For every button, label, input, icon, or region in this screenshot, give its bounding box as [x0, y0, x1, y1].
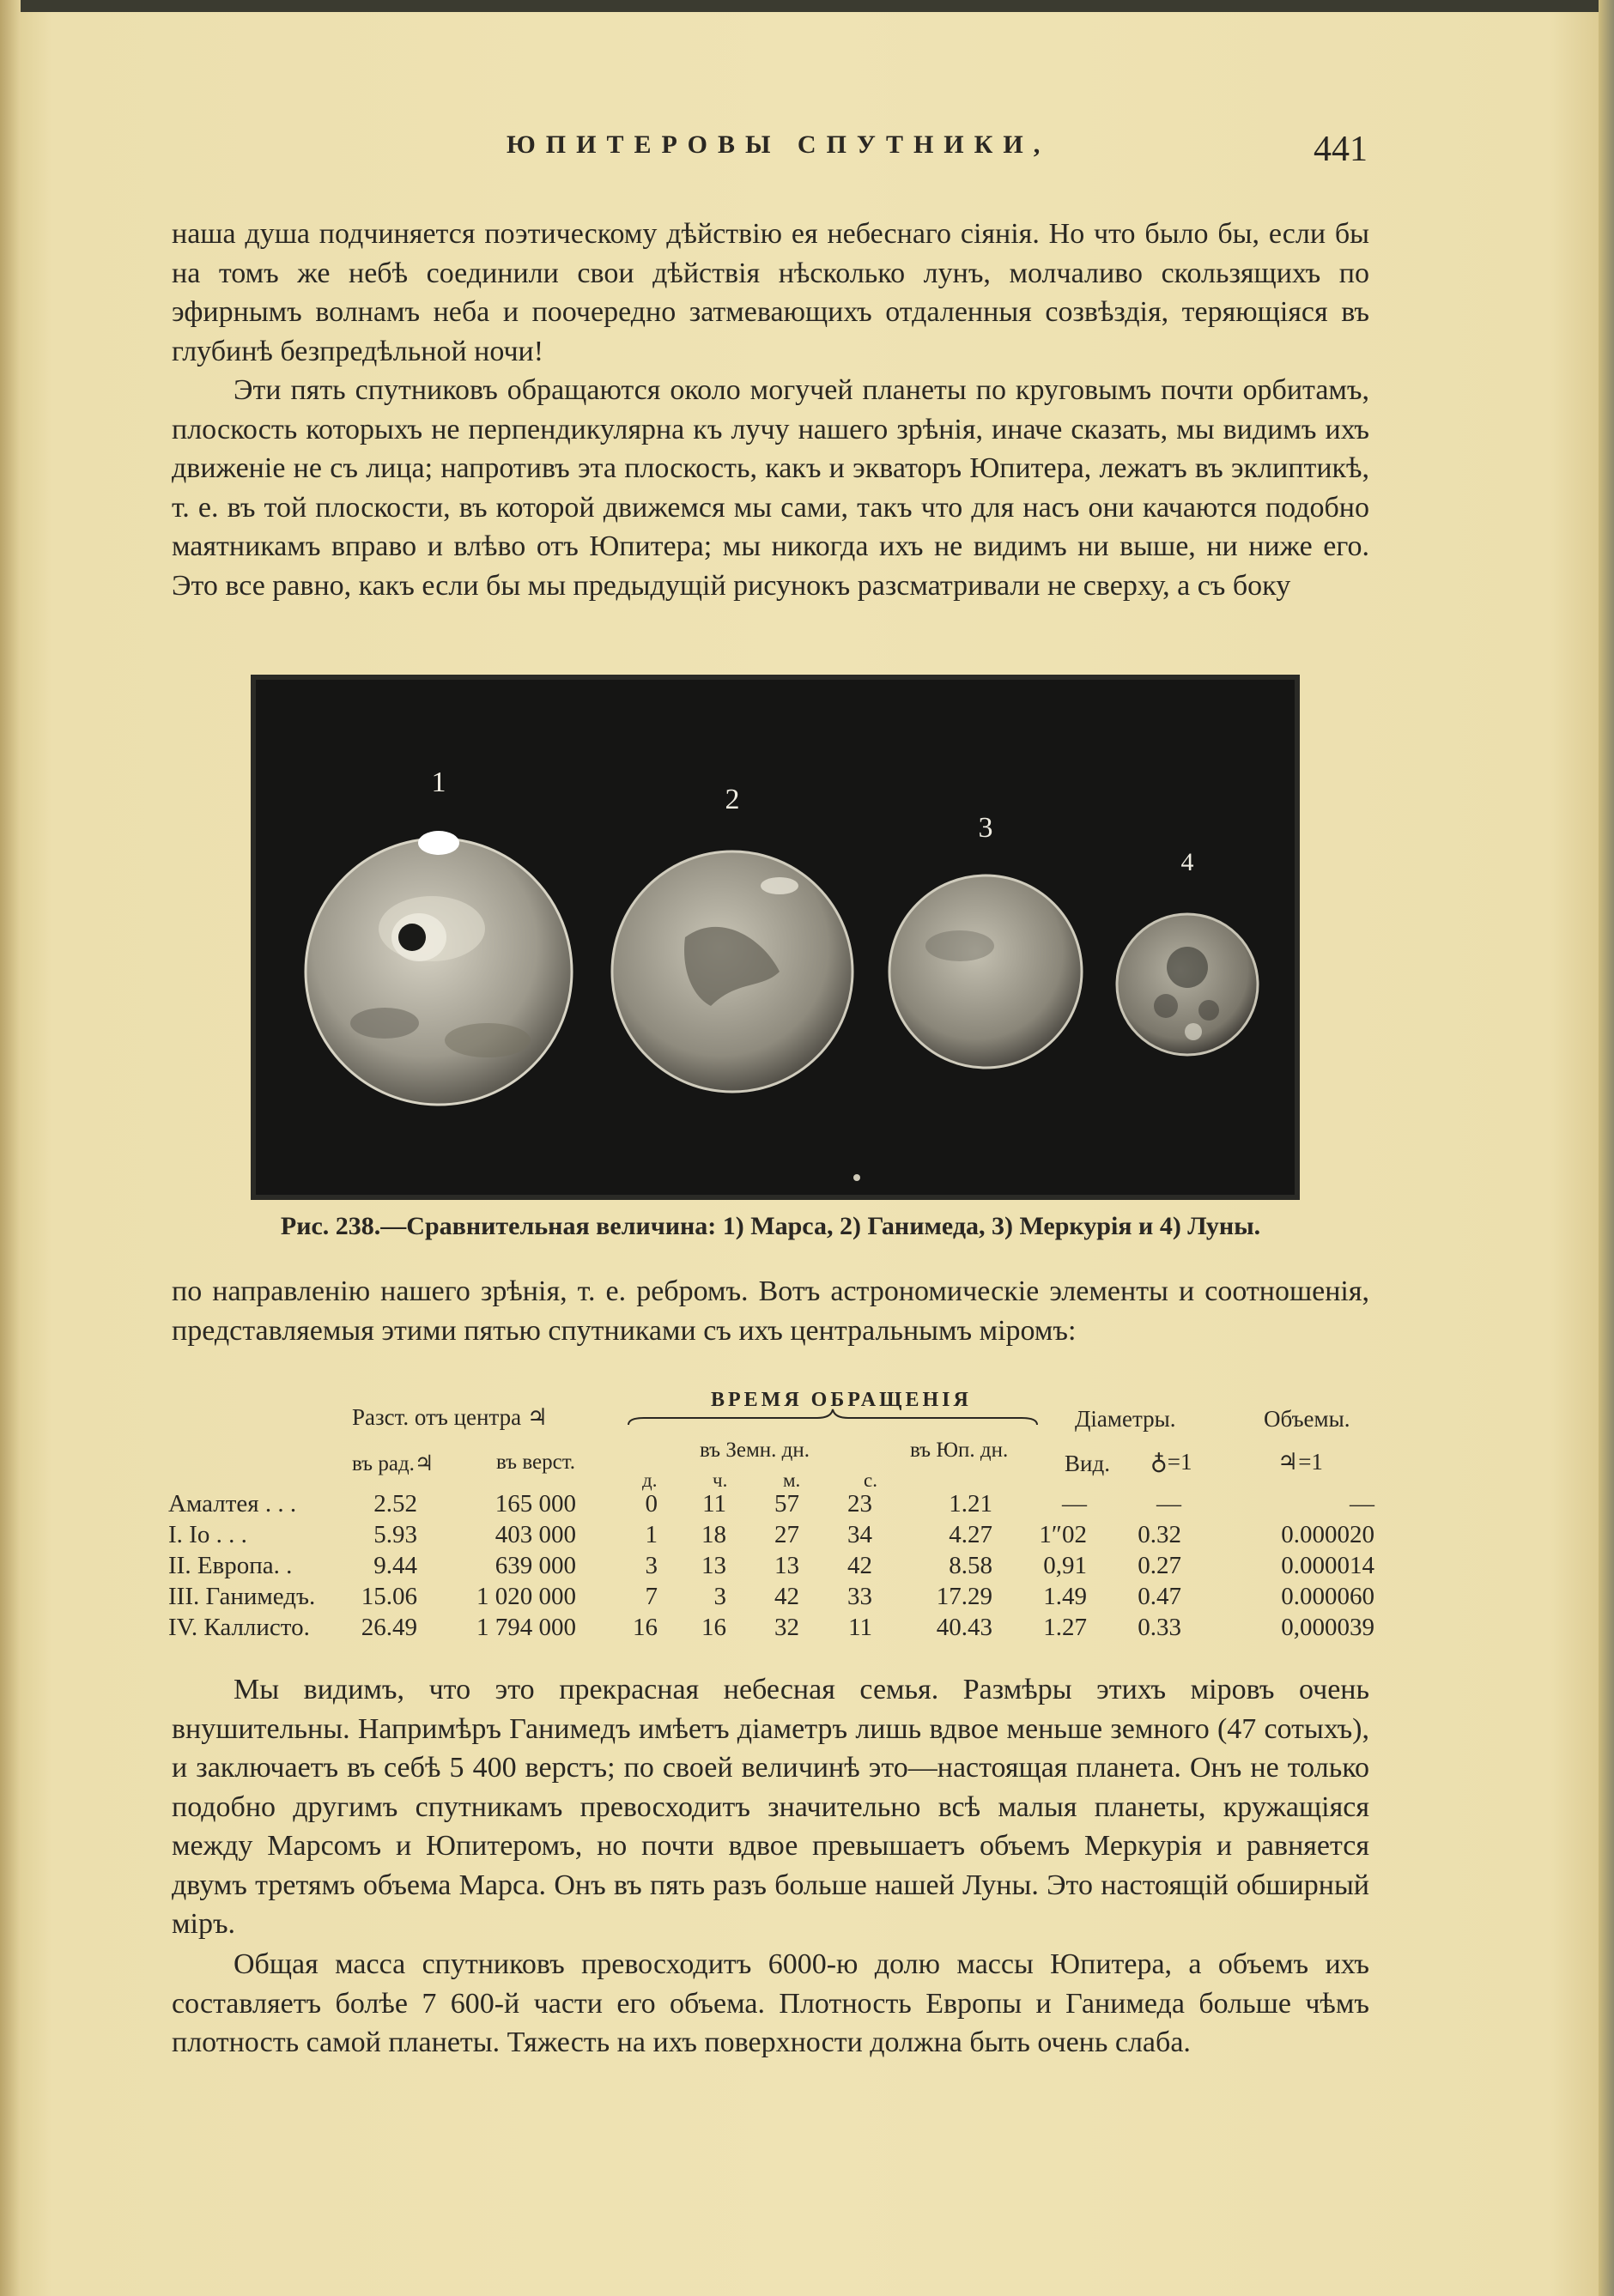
- table-cell-diam: 0.47: [1138, 1582, 1181, 1610]
- table-cell-s: 42: [847, 1551, 872, 1579]
- table-sub-versts: въ верст.: [496, 1451, 576, 1474]
- table-cell-name: IV. Каллисто.: [168, 1613, 310, 1641]
- table-cell-jd: 17.29: [936, 1582, 992, 1610]
- period-brace: [627, 1408, 1039, 1428]
- paragraph-5: Общая масса спутниковъ превосходитъ 6000-ю долю массы Юпитера, а объемъ ихъ составляетъ болѣе 7 600-й части его объема. Плотность Европы и Ганимеда больше чѣмъ плотность самой планеты. Тяжесть на ихъ поверхности должна быть очень слаба.: [172, 1948, 1369, 2058]
- unit-seconds: с.: [864, 1469, 877, 1491]
- paragraph-4: Мы видимъ, что это прекрасная небесная семья. Размѣры этихъ міровъ очень внушительны. Напримѣръ Ганимедъ имѣетъ діаметръ лишь вдвое меньше земного (47 сотыхъ), и заключаетъ въ себѣ 5 400 верстъ; по своей величинѣ это—настоящая планета. Онъ не только подобно другимъ спутникамъ превосходитъ значительно всѣ малыя планеты, кружащіяся между Марсомъ и Юпитеромъ, но почти вдвое превышаетъ объемъ Меркурія и равняется двумъ третямъ объема Марса. Онъ въ пять разъ больше нашей Луны. Это настоящій обширный міръ.: [172, 1674, 1369, 1940]
- figure-label-2: 2: [725, 784, 740, 815]
- table-cell-rad: 9.44: [373, 1551, 417, 1579]
- table-head-distance: Разст. отъ центра ♃: [352, 1404, 549, 1430]
- table-cell-verst: 403 000: [495, 1520, 576, 1548]
- table-cell-s: 23: [847, 1489, 872, 1518]
- table-cell-m: 57: [774, 1489, 799, 1518]
- table-cell-h: 18: [701, 1520, 726, 1548]
- table-cell-d: 3: [645, 1551, 658, 1579]
- table-cell-s: 11: [848, 1613, 872, 1641]
- table-cell-vol: 0.000014: [1281, 1551, 1374, 1579]
- table-row: [168, 1488, 1374, 1519]
- table-cell-d: 16: [633, 1613, 658, 1641]
- table-head-diameters: Діаметры.: [1075, 1406, 1176, 1432]
- paragraph-3: по направленію нашего зрѣнія, т. е. ребромъ. Вотъ астрономическіе элементы и соотношенія, представляемыя этими пятью спутниками съ ихъ центральнымъ міромъ:: [172, 1275, 1369, 1347]
- figure-caption: Рис. 238.—Сравнительная величина: 1) Марса, 2) Ганимеда, 3) Меркурія и 4) Луны.: [280, 1212, 1261, 1240]
- page-top-edge: [0, 0, 1614, 12]
- figure-label-1: 1: [431, 766, 446, 798]
- table-sub-earth-unit: ♁=1: [1150, 1449, 1192, 1475]
- page-number: 441: [1314, 130, 1368, 169]
- mars-disc: [306, 831, 572, 1105]
- table-cell-m: 32: [774, 1613, 799, 1641]
- table-cell-jd: 40.43: [936, 1613, 992, 1641]
- table-cell-verst: 1 794 000: [476, 1613, 576, 1641]
- table-cell-vol: 0.000060: [1281, 1582, 1374, 1610]
- mercury-disc: [889, 875, 1082, 1068]
- table-cell-name: I. Іо . . .: [168, 1520, 247, 1548]
- table-cell-m: 27: [774, 1520, 799, 1548]
- table-sub-earth-days: въ Земн. дн.: [700, 1439, 810, 1462]
- star-dot: [853, 1174, 860, 1181]
- figure-label-3: 3: [978, 812, 993, 844]
- page-left-edge: [0, 0, 21, 2296]
- figure-illustration: [256, 680, 1295, 1195]
- table-cell-diam: 0.32: [1138, 1520, 1181, 1548]
- table-sub-jupiter-days: въ Юп. дн.: [910, 1439, 1009, 1462]
- table-cell-name: III. Ганимедъ.: [168, 1582, 316, 1610]
- table-cell-m: 13: [774, 1551, 799, 1579]
- table-row: [168, 1612, 1374, 1643]
- table-cell-h: 13: [701, 1551, 726, 1579]
- table-cell-rad: 26.49: [361, 1613, 417, 1641]
- paragraph-1: наша душа подчиняется поэтическому дѣйствію ея небеснаго сіянія. Но что было бы, если бы на томъ же небѣ соединили свои дѣйствія нѣсколько лунъ, молчаливо скользящихъ по эфирнымъ волнамъ неба и поочередно затмевающихъ отдаленныя созвѣздія, теряющіяся въ глубинѣ безпредѣльной ночи!: [172, 218, 1369, 367]
- page-right-edge: [1599, 0, 1614, 2296]
- table-cell-vis: 1.27: [1043, 1613, 1087, 1641]
- table-cell-h: 3: [713, 1582, 726, 1610]
- table-cell-vol: —: [1350, 1489, 1374, 1518]
- table-sub-visible: Вид.: [1065, 1451, 1110, 1476]
- table-cell-jd: 4.27: [949, 1520, 992, 1548]
- table-cell-diam: —: [1156, 1489, 1181, 1518]
- unit-minutes: м.: [783, 1469, 801, 1491]
- table-cell-vis: 1″02: [1039, 1520, 1087, 1548]
- table-cell-name: Амалтея . . .: [168, 1489, 297, 1518]
- table-head-period: ВРЕМЯ ОБРАЩЕНІЯ: [711, 1389, 972, 1411]
- unit-days: д.: [642, 1469, 658, 1491]
- table-sub-jupiter-unit: ♃=1: [1277, 1449, 1323, 1475]
- table-cell-h: 11: [702, 1489, 726, 1518]
- table-cell-d: 1: [645, 1520, 658, 1548]
- table-cell-vis: —: [1062, 1489, 1087, 1518]
- table-cell-rad: 5.93: [373, 1520, 417, 1548]
- table-cell-verst: 1 020 000: [476, 1582, 576, 1610]
- table-sub-radii: въ рад.♃: [352, 1452, 434, 1475]
- table-cell-s: 34: [847, 1520, 872, 1548]
- table-row: [168, 1519, 1374, 1550]
- table-cell-d: 0: [645, 1489, 658, 1518]
- table-cell-rad: 2.52: [373, 1489, 417, 1518]
- satellite-elements-table: [168, 1488, 1374, 1643]
- paragraph-2: Эти пять спутниковъ обращаются около могучей планеты по круговымъ почти орбитамъ, плоскость которыхъ не перпендикулярна къ лучу нашего зрѣнія, иначе сказать, мы видимъ ихъ движеніе не съ лица; напротивъ эта плоскость, какъ и экваторъ Юпитера, лежатъ въ эклиптикѣ, т. е. въ той плоскости, въ которой движемся мы сами, такъ что для насъ они качаются подобно маятникамъ вправо и влѣво отъ Юпитера; мы никогда ихъ не видимъ ни выше, ни ниже его. Это все равно, какъ если бы мы предыдущій рисунокъ разсматривали не сверху, а съ боку: [172, 374, 1369, 602]
- unit-hours: ч.: [713, 1469, 728, 1491]
- table-cell-h: 16: [701, 1613, 726, 1641]
- table-cell-verst: 639 000: [495, 1551, 576, 1579]
- ganymede-disc: [612, 851, 853, 1092]
- table-head-volumes: Объемы.: [1264, 1406, 1350, 1432]
- table-cell-verst: 165 000: [495, 1489, 576, 1518]
- table-cell-d: 7: [645, 1582, 658, 1610]
- table-cell-rad: 15.06: [361, 1582, 417, 1610]
- running-title: ЮПИТЕРОВЫ СПУТНИКИ,: [507, 130, 1051, 159]
- table-cell-diam: 0.27: [1138, 1551, 1181, 1579]
- table-cell-vol: 0.000020: [1281, 1520, 1374, 1548]
- table-cell-s: 33: [847, 1582, 872, 1610]
- moon-disc: [1117, 914, 1258, 1055]
- table-cell-vis: 1.49: [1043, 1582, 1087, 1610]
- figure-label-4: 4: [1180, 848, 1194, 876]
- table-cell-vol: 0,000039: [1281, 1613, 1374, 1641]
- table-row: [168, 1581, 1374, 1612]
- table-cell-jd: 8.58: [949, 1551, 992, 1579]
- table-row: [168, 1550, 1374, 1581]
- table-cell-vis: 0,91: [1043, 1551, 1087, 1579]
- table-cell-jd: 1.21: [949, 1489, 992, 1518]
- table-cell-name: II. Европа. .: [168, 1551, 293, 1579]
- table-cell-diam: 0.33: [1138, 1613, 1181, 1641]
- figure-planets-comparison: [251, 675, 1300, 1200]
- table-cell-m: 42: [774, 1582, 799, 1610]
